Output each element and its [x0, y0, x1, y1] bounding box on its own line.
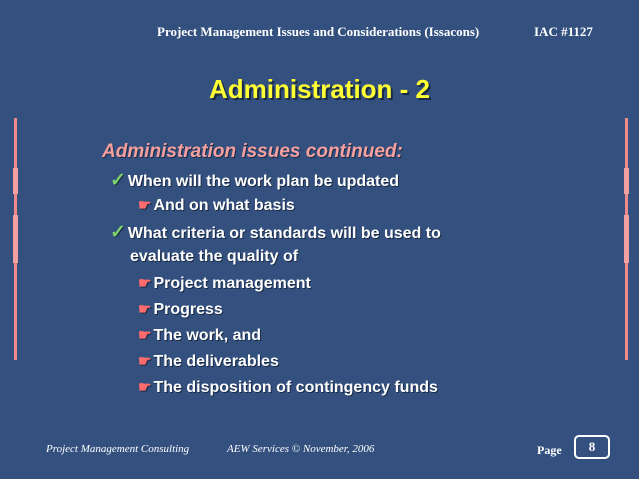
- footer-copyright: AEW Services © November, 2006: [227, 443, 375, 455]
- course-code: IAC #1127: [534, 24, 593, 39]
- check-icon: ✓: [110, 170, 126, 191]
- sub-bullet-item: ☛ The deliverables: [138, 353, 279, 370]
- pointing-hand-icon: ☛: [138, 327, 152, 344]
- bullet-item: ✓ When will the work plan be updated: [110, 170, 400, 191]
- right-decor-accent: [624, 215, 629, 263]
- bullet-continuation: evaluate the quality of: [130, 248, 299, 265]
- slide-header: [0, 24, 639, 42]
- page-label: Page: [537, 443, 562, 457]
- right-decor-accent: [624, 168, 629, 194]
- bullet-item: ✓ What criteria or standards will be used to: [110, 222, 441, 243]
- subheading: Administration issues continued:: [102, 141, 403, 162]
- sub-bullet-item: ☛ The work, and: [138, 327, 262, 344]
- check-icon: ✓: [110, 222, 126, 243]
- pointing-hand-icon: ☛: [138, 197, 152, 214]
- sub-bullet-item: ☛ Project management: [138, 275, 311, 292]
- course-title: Project Management Issues and Considerations (Issacons): [157, 24, 480, 39]
- left-decor-accent: [13, 168, 18, 194]
- pointing-hand-icon: ☛: [138, 275, 152, 292]
- slide-title: Administration - 2: [208, 74, 430, 104]
- pointing-hand-icon: ☛: [138, 353, 152, 370]
- left-decor-accent: [13, 215, 18, 263]
- page-number: 8: [588, 439, 596, 454]
- sub-bullet-item: ☛ The disposition of contingency funds: [138, 379, 438, 396]
- pointing-hand-icon: ☛: [138, 379, 152, 396]
- pointing-hand-icon: ☛: [138, 301, 152, 318]
- sub-bullet-item: ☛ And on what basis: [138, 197, 295, 214]
- sub-bullet-item: ☛ Progress: [138, 301, 223, 318]
- footer-company: Project Management Consulting: [46, 443, 190, 455]
- page-number-box: [574, 435, 610, 459]
